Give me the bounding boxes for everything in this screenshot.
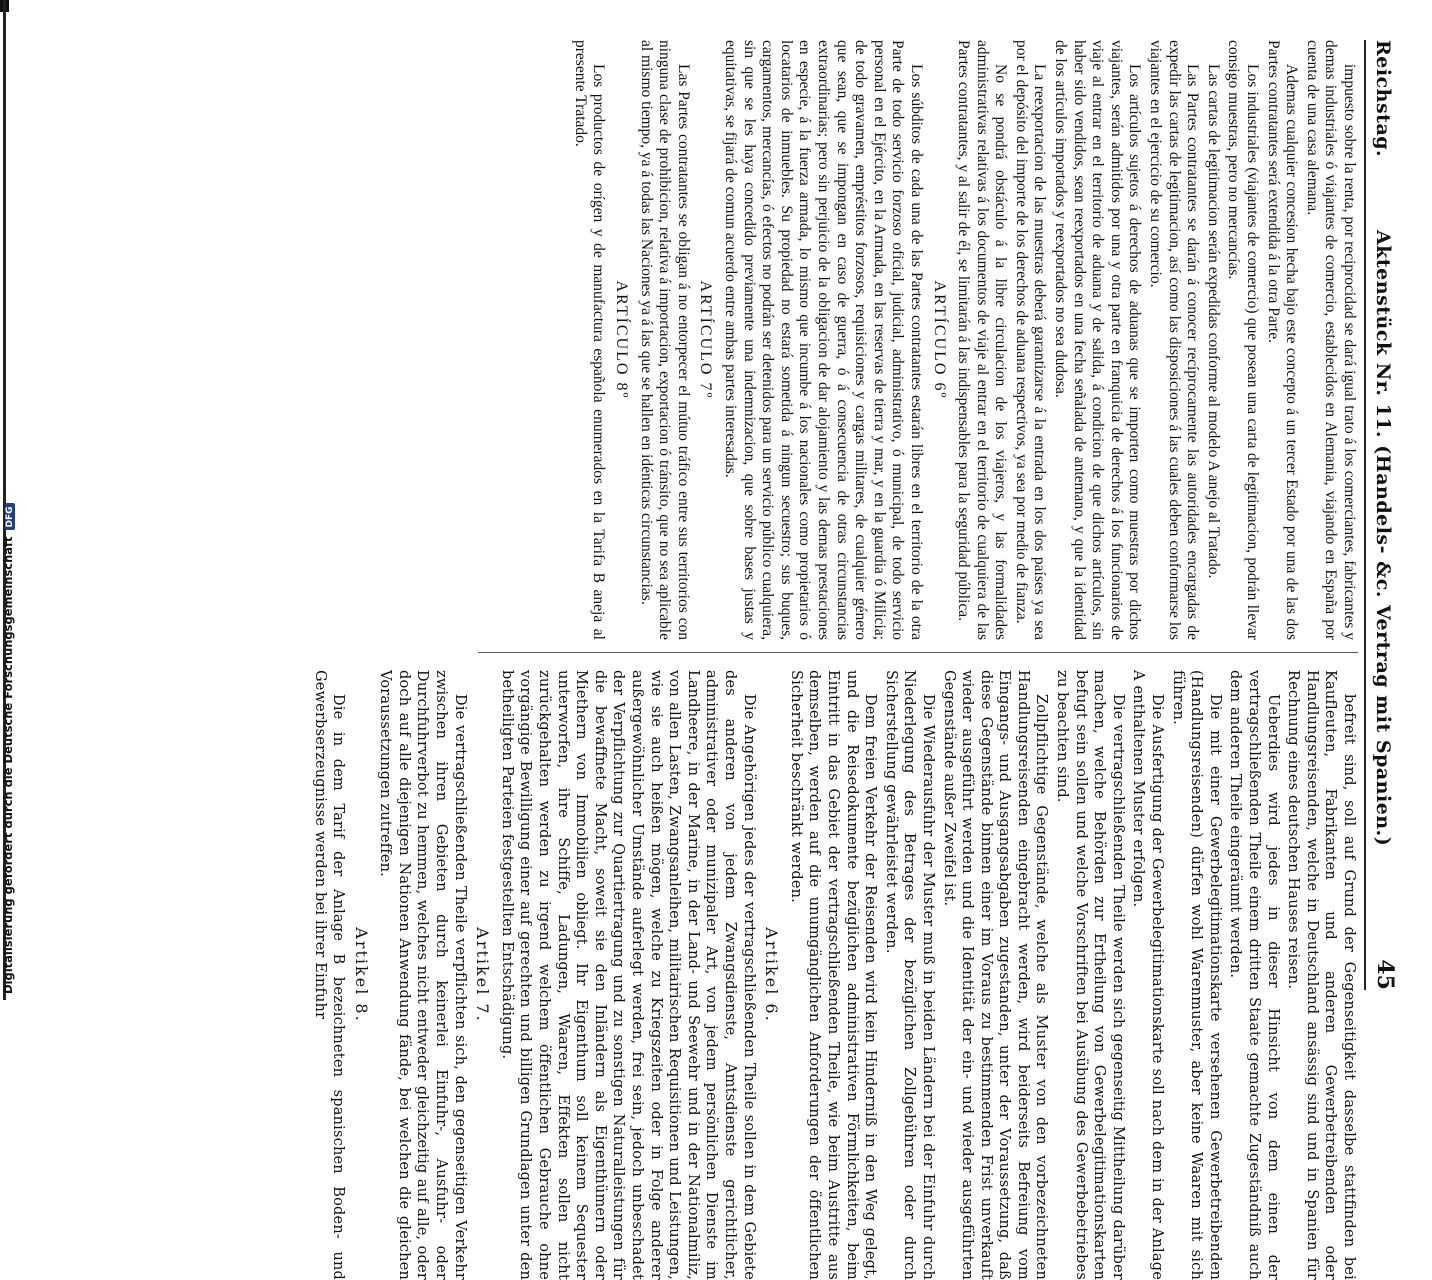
paragraph: Los industriales (viajantes de comercio) que posean una carta de legitimacion, podrán llevar consigo muestras, pero no mercancías. (1225, 40, 1262, 640)
article-heading: ARTÍCULO 7º (697, 280, 715, 400)
dfg-logo: DFG (5, 503, 15, 530)
paragraph: Las Partes contratantes se obligan á no entorpecer el mútuo tráfico entre sus territorios con ninguna clase de prohibicion, relativa á importacion, exportacion ó tránsito, que no sea aplicable al mismo tiempo, ya á todas las Naciones ya á las que se hallen en idénticas circunstancias. (637, 40, 692, 640)
document-page (110, 40, 1400, 1280)
digitization-credit (1, 503, 15, 994)
paragraph: Ueberdies wird jedes in dieser Hinsicht von dem einen der vertragschließenden Theile einem dritten Staate gemachte Zugeständniß auch dem anderen Theile eingeräumt werden. (1227, 670, 1281, 1280)
paragraph: impuesto sobre la renta, por reciprocidad se dará igual trato á los comerciantes, fabricantes y demas industriales ó viajantes de comercio, establecidos en Alemania, viajando en España por cuenta de una casa alemana. (1303, 40, 1358, 640)
paragraph: Die Wiederausfuhr der Muster muß in beiden Ländern bei der Einfuhr durch Niederlegung des Betrages der bezüglichen Zollgebühren oder durch Sicherstellung gewährleistet werden. (882, 670, 936, 1280)
header-left: Reichstag. (1372, 40, 1394, 158)
page-number: 45 (1372, 959, 1398, 990)
article-heading: Artikel 7. (473, 927, 493, 1023)
header-title: Aktenstück Nr. 11. (Handels- &c. Vertrag mit Spanien.) (1372, 230, 1394, 847)
paragraph: Las Partes contratantes se darán á conocer recíprocamente las autoridades encargadas de expedir las cartas de legitimacion, así como las disposiciones á las cuales deben conformarse los viajantes en el ejercicio de su comercio. (1147, 40, 1202, 640)
paragraph: Die vertragschließenden Theile verpflichten sich, den gegenseitigen Verkehr zwischen ihren Gebieten durch keinerlei Einfuhr-, Ausfuhr- oder Durchfuhrverbot zu hemmen, welches nicht entweder gleichzeitig auf alle, oder doch auf alle diejenigen Nationen Anwendung fände, bei welchen die gleichen Voraussetzungen zutreffen. (377, 670, 468, 1280)
article-heading: Artikel 8. (351, 927, 371, 1023)
paragraph: befreit sind, soll auf Grund der Gegenseitigkeit dasselbe stattfinden bei Kaufleuten, Fabrikanten und anderen Gewerbetreibenden oder Handlungsreisenden, welche in Deutschland ansässig sind und in Spanien für Rechnung eines deutschen Hauses reisen. (1285, 670, 1357, 1280)
paragraph: Los súbditos de cada una de las Partes contratantes estarán libres en el territorio de la otra Parte de todo servicio forzoso oficial, judicial, administrativo, ó municipal, de todo servicio personal en el Ejército, en la Armada, en las reservas de tierra y mar, y en la guardia ó Milicia; de todo gravamen, empréstitos forzosos, requisiciones y cargas militares, de cualquier género que sean, que se impongan en caso de guerra, ó á consecuencia de otras circunstancias extraordinarias; pero sin perjuicio de la obligacion de dar alojamiento y las demas prestaciones en especie, á la fuerza armada, lo mismo que incumbe á los nacionales como propietarios ó locatarios de inmuebles. Su propiedad no estará sometida á ningun secuestro; sus buques, cargamentos, mercancías, ó efectos no podrán ser detenidos para un servicio público cualquiera, sin que se les haya concedido previamente una indemnizacion, que sobre bases justas y equitativas, se fijará de comun acuerdo entre ambas partes interesadas. (722, 40, 925, 640)
article-heading: ARTÍCULO 8º (613, 280, 631, 400)
paragraph: Die Ausfertigung der Gewerbelegitimationskarte soll nach dem in der Anlage A enthaltenen Muster erfolgen. (1130, 670, 1166, 1280)
paragraph: Dem freien Verkehr der Reisenden wird kein Hinderniß in den Weg gelegt, und die Reisedokumente bezüglichen administrativen Förmlichkeiten, beim Eintritt in das Gebiet der vertragschließenden Theile, wie beim Austritte aus demselben, werden auf die unumgänglichen Anforderungen der öffentlichen Sicherheit beschränkt werden. (787, 670, 879, 1280)
german-column (308, 670, 1358, 1280)
credit-text: Digitalisierung gefördert durch die Deutsche Forschungsgemeinschaft (1, 536, 15, 994)
paragraph: Ademas cualquier concesion hecha bajo este concepto á un tercer Estado por una de las dos Partes contratantes será extendida á la otra Parte. (1264, 40, 1301, 640)
spanish-column (568, 40, 1358, 640)
margin-strip (0, 0, 22, 1000)
paragraph: Die vertragschließenden Theile werden sich gegenseitig Mittheilung darüber machen, welche Behörden zur Ertheilung von Gewerbelegitimationskarten befugt sein sollen und welche Vorschriften bei Ausübung des Gewerbebetriebes zu beachten sind. (1054, 670, 1126, 1280)
paragraph: Los productos de orígen y de manufactura española enumerados en la Tarifa B aneja al presente Tratado. (571, 40, 608, 640)
article-heading: Artikel 6. (762, 927, 782, 1023)
paragraph: Zollpflichtige Gegenstände, welche als Muster von den vorbezeichneten Handlungsreisenden eingebracht werden, wird beiderseits Befreiung vom Eingangs- und Ausgangsabgaben zugestanden, unter der Voraussetzung, daß diese Gegenstände binnen einer im Voraus zu bestimmenden Frist unverkauft wieder ausgeführt werden und die Identität der ein- und wieder ausgeführten Gegenstände außer Zweifel ist. (940, 670, 1050, 1280)
column-divider (478, 652, 1358, 653)
header-rule (1364, 40, 1366, 990)
paragraph: Die Angehörigen jedes der vertragschließenden Theile sollen in dem Gebiete des anderen von jedem Zwangsdienste, Amtsdienste gerichtlicher, administrativer oder munizipaler Art, von jedem persönlichen Dienste im Landheere, in der Marine, in der Land- und Seewehr und in der Nationalmiliz, von allen Lasten, Zwangsanleihen, militairischen Requisitionen und Leistungen, wie sie auch heißen mögen, welche zu Kriegszeiten oder in Folge anderer außergewöhnlicher Umstände auferlegt werden, frei sein, jedoch unbeschadet der Verpflichtung zur Quartiertragung und zu sonstigen Naturalleistungen für die bewaffnete Macht, soweit sie den Inländern als Eigenthümern oder Miethern von Immobilien obliegt. Ihr Eigenthum soll keinem Sequester unterworfen, ihre Schiffe, Ladungen, Waaren, Effekten sollen nicht zurückgehalten werden zu irgend welchem öffentlichen Gebrauche ohne vorgängige Bewilligung einer auf gerechten und billigen Grundlagen unter den betheiligten Parteien festgestellten Entschädigung. (498, 670, 757, 1280)
running-header (1366, 40, 1400, 990)
paragraph: Die in dem Tarif der Anlage B bezeichneten spanischen Boden- und Gewerbserzeugnisse werden bei ihrer Einfuhr (311, 670, 347, 1280)
article-heading: ARTÍCULO 6º (930, 280, 948, 400)
paragraph: La reexportacion de las muestras deberá garantizarse á la entrada en los dos países ya sea por el depósito del importe de los derechos de aduana respectivos, ya sea por medio de fianza. (1012, 40, 1049, 640)
paragraph: Las cartas de legitimacion serán expedidas conforme al modelo A anejo al Tratado. (1204, 64, 1222, 579)
paragraph: Los artículos sujetos á derechos de aduanas que se importen como muestras por dichos viajantes, serán admitidos por una y otra parte en franquicia de derechos á los funcionarios de viaje al entrar en el territorio de aduana y de salida, á condicion de que dichos artículos, sin haber sido vendidos, sean reexportados en una fecha señalada de antemano, y que la identidad de los artículos importados y reexportados no sea dudosa. (1052, 40, 1144, 640)
paragraph: No se pondrá obstáculo á la libre circulacion de los viajeros, y las formalidades administrativas relativas á los documentos de viaje al entrar en el territorio de cualquiera de las Partes contratantes, y al salir de él, se limitarán á las indispensables para la seguridad pública. (955, 40, 1010, 640)
paragraph: Die mit einer Gewerbelegitimationskarte versehenen Gewerbetreibenden (Handlungsreisenden) dürfen wohl Warenmuster, aber keine Waaren mit sich führen. (1169, 670, 1223, 1280)
